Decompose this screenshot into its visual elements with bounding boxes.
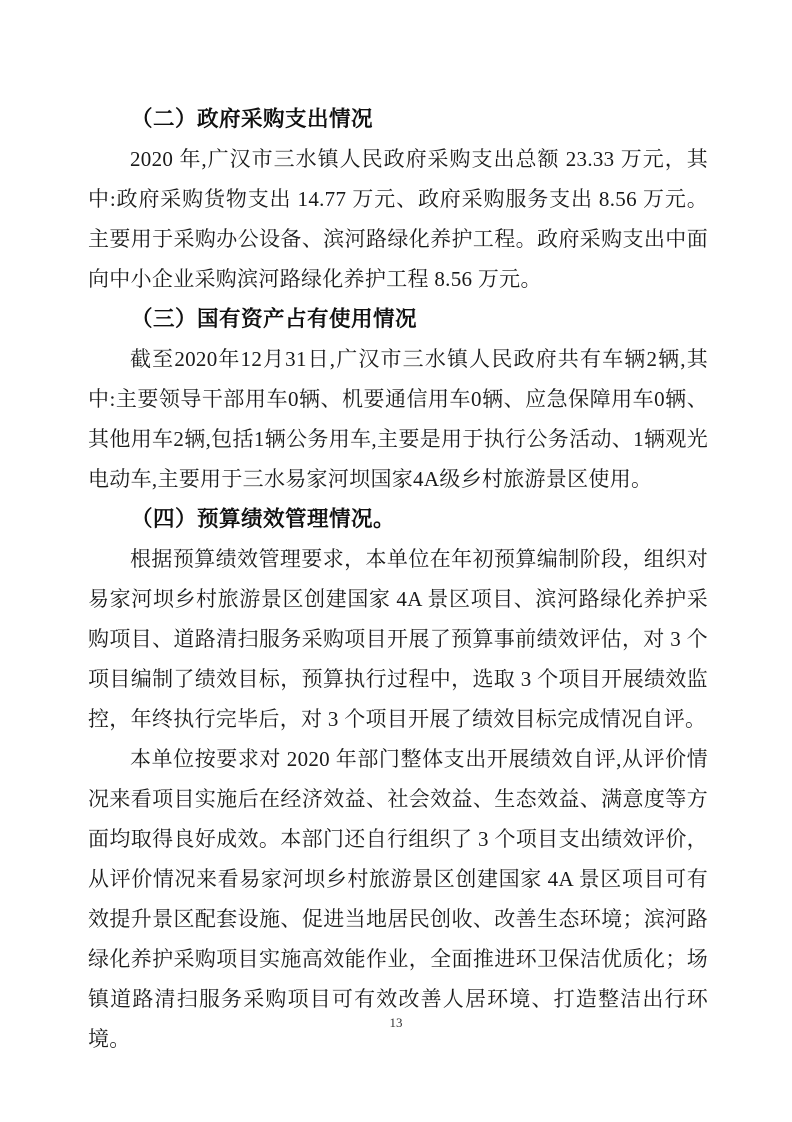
paragraph: 根据预算绩效管理要求，本单位在年初预算编制阶段，组织对易家河坝乡村旅游景区创建国家 4A 景区项目、滨河路绿化养护采购项目、道路清扫服务采购项目开展了预算事前绩效评估，对 3 个项目编制了绩效目标，预算执行过程中，选取 3 个项目开展绩效监控，年终执行完毕后，对 3 个项目开展了绩效目标完成情况自评。	[88, 547, 708, 731]
paragraph: 本单位按要求对 2020 年部门整体支出开展绩效自评,从评价情况来看项目实施后在经济效益、社会效益、生态效益、满意度等方面均取得良好成效。本部门还自行组织了 3 个项目支出绩效评价，从评价情况来看易家河坝乡村旅游景区创建国家 4A 景区项目可有效提升景区配套设施、促进当地居民创收、改善生态环境；滨河路绿化养护采购项目实施高效能作业，全面推进环卫保洁优质化；场镇道路清扫服务采购项目可有效改善人居环境、打造整洁出行环境。	[88, 747, 708, 1051]
paragraph: 截至2020年12月31日,广汉市三水镇人民政府共有车辆2辆,其中:主要领导干部用车0辆、机要通信用车0辆、应急保障用车0辆、其他用车2辆,包括1辆公务用车,主要是用于执行公务活动、1辆观光电动车,主要用于三水易家河坝国家4A级乡村旅游景区使用。	[88, 347, 708, 491]
page-number: 13	[389, 1015, 403, 1030]
section-heading: （二）政府采购支出情况	[131, 107, 374, 131]
section-budget-performance	[88, 499, 708, 1059]
paragraph: 2020 年,广汉市三水镇人民政府采购支出总额 23.33 万元，其中:政府采购货物支出 14.77 万元、政府采购服务支出 8.56 万元。主要用于采购办公设备、滨河路绿化养护工程。政府采购支出中面向中小企业采购滨河路绿化养护工程 8.56 万元。	[88, 147, 708, 291]
section-heading: （四）预算绩效管理情况。	[131, 507, 396, 531]
section-procurement-expenditure	[88, 99, 708, 299]
section-state-assets	[88, 299, 708, 499]
document-body	[88, 99, 708, 1059]
section-heading: （三）国有资产占有使用情况	[131, 307, 418, 331]
